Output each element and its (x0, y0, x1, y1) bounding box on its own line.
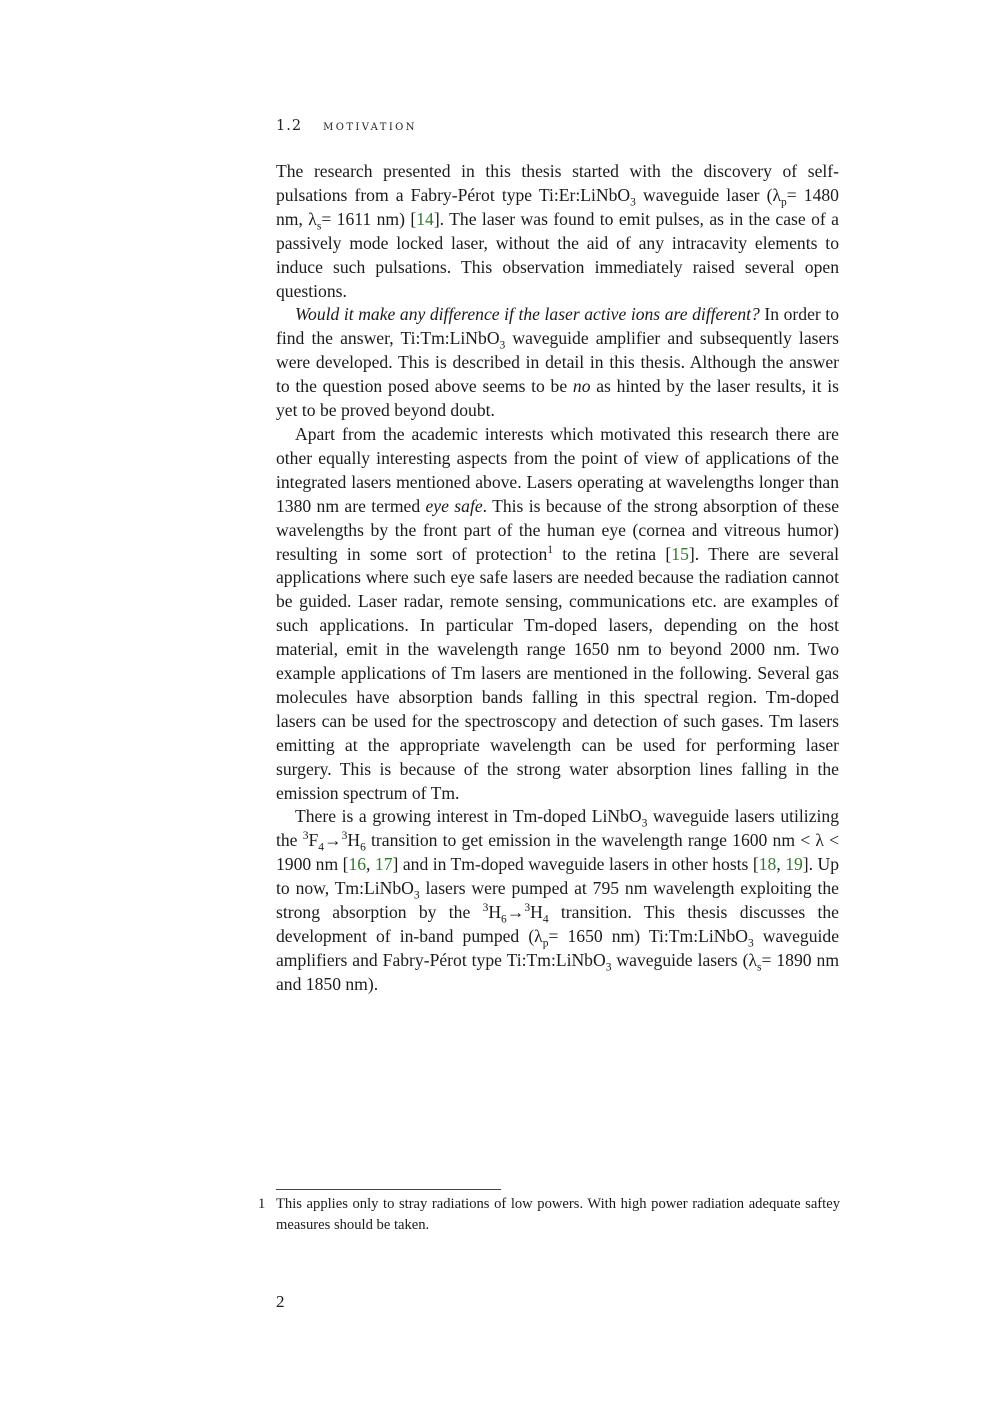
paragraph-1: The research presented in this thesis started with the discovery of self-pulsations from a Fabry-Pérot type Ti:Er:LiNbO$_3$ waveguide laser ($\lambda_p= 1480$ nm, $\lambda_s= 1611$ nm) [14]. The laser was found to emit pulses, as in the case of a passively mode locked laser, without the aid of any intracavity elements to induce such pulsations. This observation immediately raised several open questions. (276, 161, 839, 301)
footnote-number: 1 (258, 1196, 266, 1212)
citation-link[interactable]: 17 (374, 854, 393, 875)
footnote (258, 1194, 840, 1235)
footnote-text: This applies only to stray radiations of low powers. With high power radiation adequate saftey measures should be taken. (276, 1196, 840, 1233)
citation-link[interactable]: 19 (785, 854, 803, 875)
paragraph-4: There is a growing interest in Tm-doped LiNbO$_3$ waveguide lasers utilizing the $^3F_4\to^3H_6$ transition to get emission in the wavelength range 1600 nm < λ < 1900 nm [16, 17] and in Tm-doped waveguide lasers in other hosts [18, 19]. Up to now, Tm:LiNbO$_3$ lasers were pumped at 795 nm wavelength exploiting the strong absorption by the $^3H_6\to^3H_4$ transition. This thesis discusses the development of in-band pumped ($\lambda_p= 1650$ nm) Ti:Tm:LiNbO$_3$ waveguide amplifiers and Fabry-Pérot type Ti:Tm:LiNbO$_3$ waveguide lasers ($\lambda_s= 1890$ nm and 1850 nm). (276, 806, 840, 994)
section-title: motivation (323, 118, 417, 134)
citation-link[interactable]: 16 (348, 854, 367, 875)
paragraph-2: Would it make any difference if the laser active ions are different? In order to find the answer, Ti:Tm:LiNbO$_3$ waveguide amplifier and subsequently lasers were developed. This is described in detail in this thesis. Although the answer to the question posed above seems to be no as hinted by the laser results, it is yet to be proved beyond doubt. (276, 304, 840, 421)
body-text (276, 160, 839, 997)
citation-link[interactable]: 14 (416, 208, 434, 229)
citation-link[interactable]: 15 (671, 543, 689, 564)
paragraph-3: Apart from the academic interests which motivated this research there are other equally interesting aspects from the point of view of applications of the integrated lasers mentioned above. Lasers operating at wavelengths longer than 1380 nm are termed eye safe. This is because of the strong absorption of these wavelengths by the front part of the human eye (cornea and vitreous humor) resulting in some sort of protection$^1$ to the retina [15]. There are several applications where such eye safe lasers are needed because the radiation cannot be guided. Laser radar, remote sensing, communications etc. are examples of such applications. In particular Tm-doped lasers, depending on the host material, emit in the wavelength range 1650 nm to beyond 2000 nm. Two example applications of Tm lasers are mentioned in the following. Several gas molecules have absorption bands falling in this spectral region. Tm-doped lasers can be used for the spectroscopy and detection of such gases. Tm lasers emitting at the appropriate wavelength can be used for performing laser surgery. This is because of the strong water absorption lines falling in the emission spectrum of Tm. (276, 423, 840, 803)
footnote-marker[interactable]: 1 (547, 543, 553, 556)
page-number: 2 (276, 1292, 285, 1311)
citation-link[interactable]: 18 (758, 854, 777, 875)
footnote-divider (276, 1189, 501, 1190)
section-number: 1.2 (276, 118, 303, 134)
running-header (276, 118, 417, 134)
